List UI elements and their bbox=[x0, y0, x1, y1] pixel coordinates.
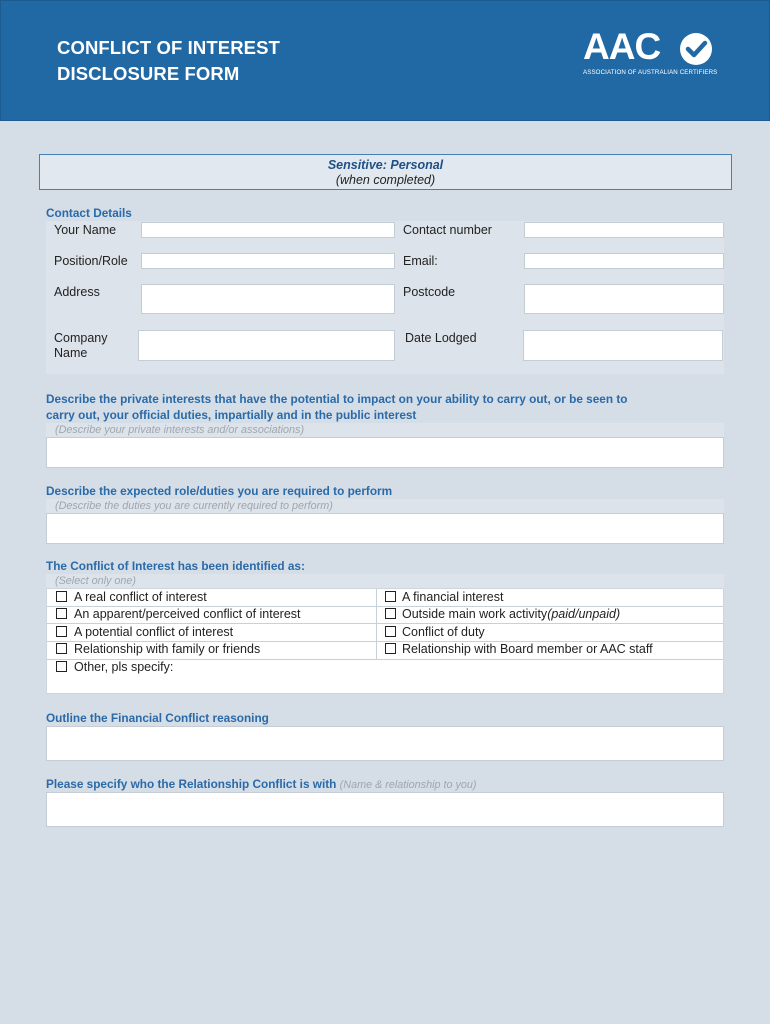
real-conflict-label: A real conflict of interest bbox=[74, 590, 207, 604]
company-name-input[interactable] bbox=[138, 330, 395, 361]
relationship-conflict-hint: (Name & relationship to you) bbox=[339, 779, 477, 791]
options-column-divider bbox=[376, 589, 377, 659]
potential-conflict-label: A potential conflict of interest bbox=[74, 625, 234, 639]
your-name-input[interactable] bbox=[141, 222, 395, 238]
relationship-conflict-heading-text: Please specify who the Relationship Conflict is with bbox=[46, 777, 337, 791]
contact-details-heading: Contact Details bbox=[46, 206, 132, 220]
apparent-conflict-checkbox[interactable] bbox=[56, 608, 67, 619]
conflict-type-hint: (Select only one) bbox=[55, 575, 137, 587]
relationship-conflict-input[interactable] bbox=[46, 792, 724, 827]
logo-subtitle: ASSOCIATION OF AUSTRALIAN CERTIFIERS bbox=[583, 69, 718, 76]
apparent-conflict-label: An apparent/perceived conflict of interest bbox=[74, 607, 301, 621]
outside-work-label bbox=[402, 607, 620, 621]
postcode-input[interactable] bbox=[524, 284, 724, 314]
company-name-label bbox=[54, 331, 108, 361]
conflict-of-duty-checkbox[interactable] bbox=[385, 626, 396, 637]
financial-interest-checkbox[interactable] bbox=[385, 591, 396, 602]
form-title-line2: DISCLOSURE FORM bbox=[57, 63, 240, 84]
relationship-conflict-heading bbox=[46, 777, 477, 791]
other-checkbox[interactable] bbox=[56, 661, 67, 672]
email-label: Email: bbox=[403, 254, 438, 268]
private-interests-heading bbox=[46, 391, 706, 423]
form-title bbox=[57, 35, 280, 87]
private-interests-hint: (Describe your private interests and/or associations) bbox=[55, 424, 305, 436]
check-circle-icon bbox=[679, 32, 713, 66]
options-row-divider bbox=[47, 623, 723, 624]
other-label: Other, pls specify: bbox=[74, 660, 174, 674]
sensitivity-label: Sensitive: Personal bbox=[327, 158, 444, 172]
potential-conflict-checkbox[interactable] bbox=[56, 626, 67, 637]
sensitivity-note: (when completed) bbox=[335, 173, 436, 187]
financial-conflict-heading: Outline the Financial Conflict reasoning bbox=[46, 711, 269, 725]
page-header bbox=[0, 0, 770, 121]
private-interests-heading-line1: Describe the private interests that have the potential to impact on your ability to carry out, or be seen to bbox=[46, 392, 628, 406]
outside-work-text: Outside main work activity bbox=[402, 607, 548, 621]
board-relationship-label: Relationship with Board member or AAC staff bbox=[402, 642, 653, 656]
company-name-label-line2: Name bbox=[54, 346, 88, 360]
real-conflict-checkbox[interactable] bbox=[56, 591, 67, 602]
board-relationship-checkbox[interactable] bbox=[385, 643, 396, 654]
position-role-label: Position/Role bbox=[54, 254, 128, 268]
outside-work-checkbox[interactable] bbox=[385, 608, 396, 619]
form-title-line1: CONFLICT OF INTEREST bbox=[57, 37, 280, 58]
company-name-label-line1: Company bbox=[54, 331, 108, 345]
logo-text: AAC bbox=[583, 26, 661, 67]
financial-conflict-input[interactable] bbox=[46, 726, 724, 761]
financial-interest-label: A financial interest bbox=[402, 590, 504, 604]
duties-heading: Describe the expected role/duties you are required to perform bbox=[46, 484, 393, 498]
address-input[interactable] bbox=[141, 284, 395, 314]
duties-input[interactable] bbox=[46, 513, 724, 544]
outside-work-suffix: (paid/unpaid) bbox=[547, 607, 621, 621]
conflict-identified-heading: The Conflict of Interest has been identified as: bbox=[46, 559, 305, 573]
duties-hint: (Describe the duties you are currently required to perform) bbox=[55, 500, 333, 512]
postcode-label: Postcode bbox=[403, 285, 456, 299]
conflict-of-duty-label: Conflict of duty bbox=[402, 625, 485, 639]
contact-number-input[interactable] bbox=[524, 222, 724, 238]
contact-number-label: Contact number bbox=[403, 223, 492, 237]
private-interests-heading-line2: carry out, your official duties, impartially and in the public interest bbox=[46, 408, 417, 422]
private-interests-input[interactable] bbox=[46, 437, 724, 468]
family-friends-label: Relationship with family or friends bbox=[74, 642, 261, 656]
your-name-label: Your Name bbox=[54, 223, 117, 237]
sensitivity-notice bbox=[39, 154, 732, 190]
date-lodged-label: Date Lodged bbox=[405, 331, 477, 345]
date-lodged-input[interactable] bbox=[523, 330, 723, 361]
position-role-input[interactable] bbox=[141, 253, 395, 269]
family-friends-checkbox[interactable] bbox=[56, 643, 67, 654]
address-label: Address bbox=[54, 285, 100, 299]
aac-logo bbox=[583, 26, 718, 81]
email-input[interactable] bbox=[524, 253, 724, 269]
